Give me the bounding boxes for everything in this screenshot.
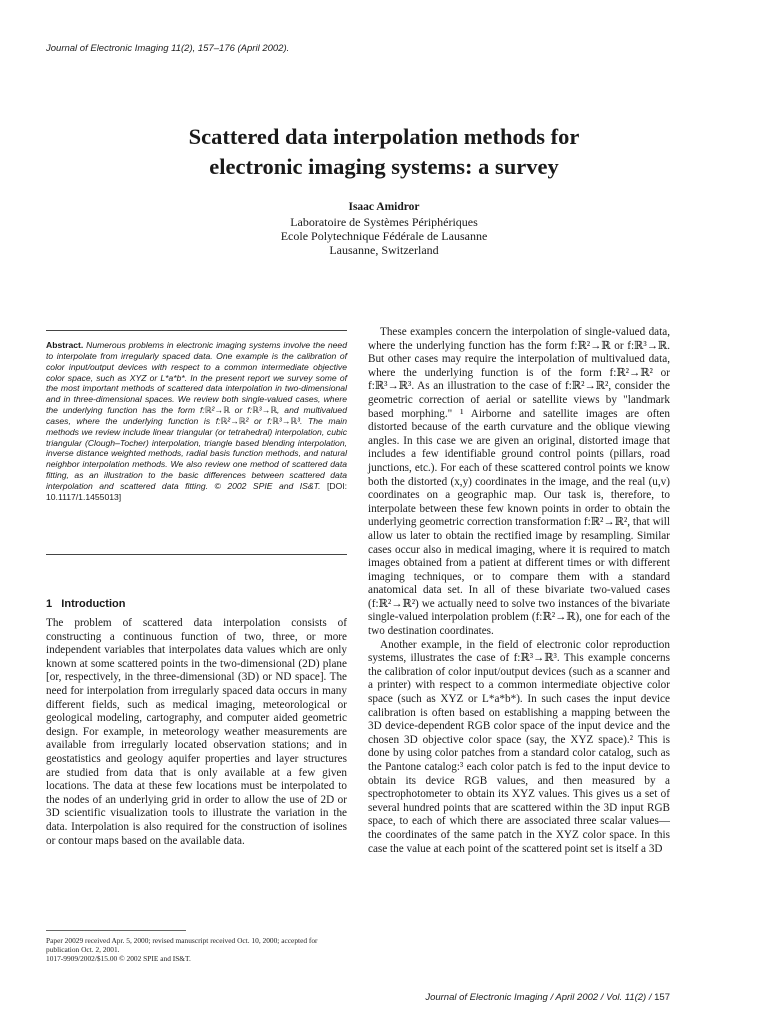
right-paragraph-1: These examples concern the interpolation of single-valued data, where the underlying function has the form f:ℝ²→ℝ or f:ℝ³→ℝ. But other cases may require the interpolation of multivalued data, where the underlying function is of the form f:ℝ²→ℝ² or f:ℝ³→ℝ³. As an illustration to the case of f:ℝ²→ℝ², consider the geometric correction of aerial or satellite views by "landmark based morphing." ¹ Airborne and satellite images are often distorted because of the earth curvature and the oblique viewing angles. In this case we are given an original, distorted image that includes a few identifiable ground control points (pillars, road junctions, etc.). For each of these scattered control points we know both the distorted (x,y) coordinates in the image, and the real (u,v) coordinates on a geographic map. Our task is, therefore, to interpolate between these few known points in order to obtain the underlying geometric correction transformation f:ℝ²→ℝ², that will allow us later to obtain the rectified image by resampling. Similar cases occur also in medical imaging, where it is required to match images obtained from a patient at different times or with different imaging techniques, or to compare them with a standard anatomical data set. In all of these bivariate two-valued cases (f:ℝ²→ℝ²) we actually need to solve two instances of the bivariate single-valued interpolation problem (f:ℝ²→ℝ), one for each of the two destination coordinates. (368, 326, 670, 638)
title-line-1: Scattered data interpolation methods for (188, 124, 580, 149)
title-line-2: electronic imaging systems: a survey (209, 154, 559, 179)
author-name: Isaac Amidror (348, 201, 420, 213)
affiliation-city: Lausanne, Switzerland (329, 243, 439, 257)
footnote-received: Paper 20029 received Apr. 5, 2000; revised manuscript received Oct. 10, 2000; accepted for publication Oct. 2, 2001. (46, 936, 318, 955)
footnote-copyright: 1017-9909/2002/$15.00 © 2002 SPIE and IS&T. (46, 954, 191, 964)
abstract-copyright: © 2002 SPIE and IS&T. (214, 480, 321, 491)
paper-title (60, 122, 708, 182)
abstract-top-rule (46, 330, 347, 331)
section-heading-introduction (46, 598, 125, 610)
intro-paragraph-1: The problem of scattered data interpolation consists of constructing a continuous function of two, three, or more independent variables that interpolates data values which are only known at some scattered points in the two-dimensional (2D) plane [or, respectively, in the three-dimensional (3D) or ND space]. The need for interpolation from irregularly spaced data occurs in many different fields, such as medical imaging, meteorological or geological modeling, cartography, and computer aided geometric design. For example, in meteorology weather measurements are available from irregularly located observation stations; and in geostatistics and geology aquifer properties and layer structures are studied from data that is only available at a few given locations. The data at these few locations must be interpolated to the nodes of an underlying grid in order to allow the use of 2D or 3D scientific visualization tools to illustrate the variation in the data. Interpolation is also required for the construction of isolines or contour maps based on the available data. (46, 617, 347, 847)
abstract (46, 334, 347, 503)
footer-journal: Journal of Electronic Imaging / April 2002 / Vol. 11(2) / (425, 992, 652, 1003)
running-footer (425, 992, 670, 1003)
affiliation-lab: Laboratoire de Systèmes Périphériques (290, 215, 478, 229)
section-number: 1 (46, 598, 53, 610)
page-number: 157 (654, 992, 670, 1003)
abstract-doi: [DOI: 10.1117/1.1455013] (46, 480, 348, 502)
abstract-text: Numerous problems in electronic imaging systems involve the need to interpolate from irregularly spaced data. One example is the calibration of color input/output devices with respect to a common intermediate objective color space, such as XYZ or L*a*b*. In the present report we survey some of the most important methods of scattered data interpolation in two-dimensional and in three-dimensional spaces. We review both single-valued cases, where the underlying function has the form f:ℝ²→ℝ or f:ℝ³→ℝ, and multivalued cases, where the underlying function is f:ℝ²→ℝ² or f:ℝ³→ℝ³. The main methods we review include linear triangular (or tetrahedral) interpolation, cubic triangular (Clough–Tocher) interpolation, triangle based blending interpolation, inverse distance weighted methods, radial basis function methods, and natural neighbor interpolation methods. We also review one method of scattered data fitting, as an illustration to the basic differences between scattered data interpolation and scattered data fitting. (46, 340, 347, 491)
abstract-paragraph (46, 340, 347, 503)
abstract-label: Abstract. (46, 340, 84, 350)
section-title: Introduction (61, 598, 126, 610)
right-column (368, 326, 670, 856)
introduction-body (46, 617, 347, 848)
footnote (46, 936, 347, 964)
author-block (60, 200, 708, 257)
affiliation-school: Ecole Polytechnique Fédérale de Lausanne (280, 229, 488, 243)
footnote-rule (46, 930, 186, 931)
running-header: Journal of Electronic Imaging 11(2), 157–176 (April 2002). (46, 43, 290, 54)
right-paragraph-2: Another example, in the field of electronic color reproduction systems, illustrates the case of f:ℝ³→ℝ³. This example concerns the calibration of color input/output devices (such as a scanner and a printer) with respect to a common intermediate objective color space (such as XYZ or L*a*b*). In such cases the input device calibration is often based on establishing a mapping between the 3D device-dependent RGB color space of the input device and the chosen 3D objective color space (say, the XYZ space).² This is done by using color patches from a standard color catalog, such as the Pantone catalog:³ each color patch is fed to the input device to obtain its device RGB values, and then measured by a spectrophotometer to obtain its XYZ values. This gives us a set of several hundred points that are scattered within the 3D input RGB space, to each of which there are associated three scalar values—the coordinates of the same patch in the XYZ color space. In this case the value at each point of the scattered point set is itself a 3D (368, 638, 670, 855)
abstract-bottom-rule (46, 554, 347, 555)
